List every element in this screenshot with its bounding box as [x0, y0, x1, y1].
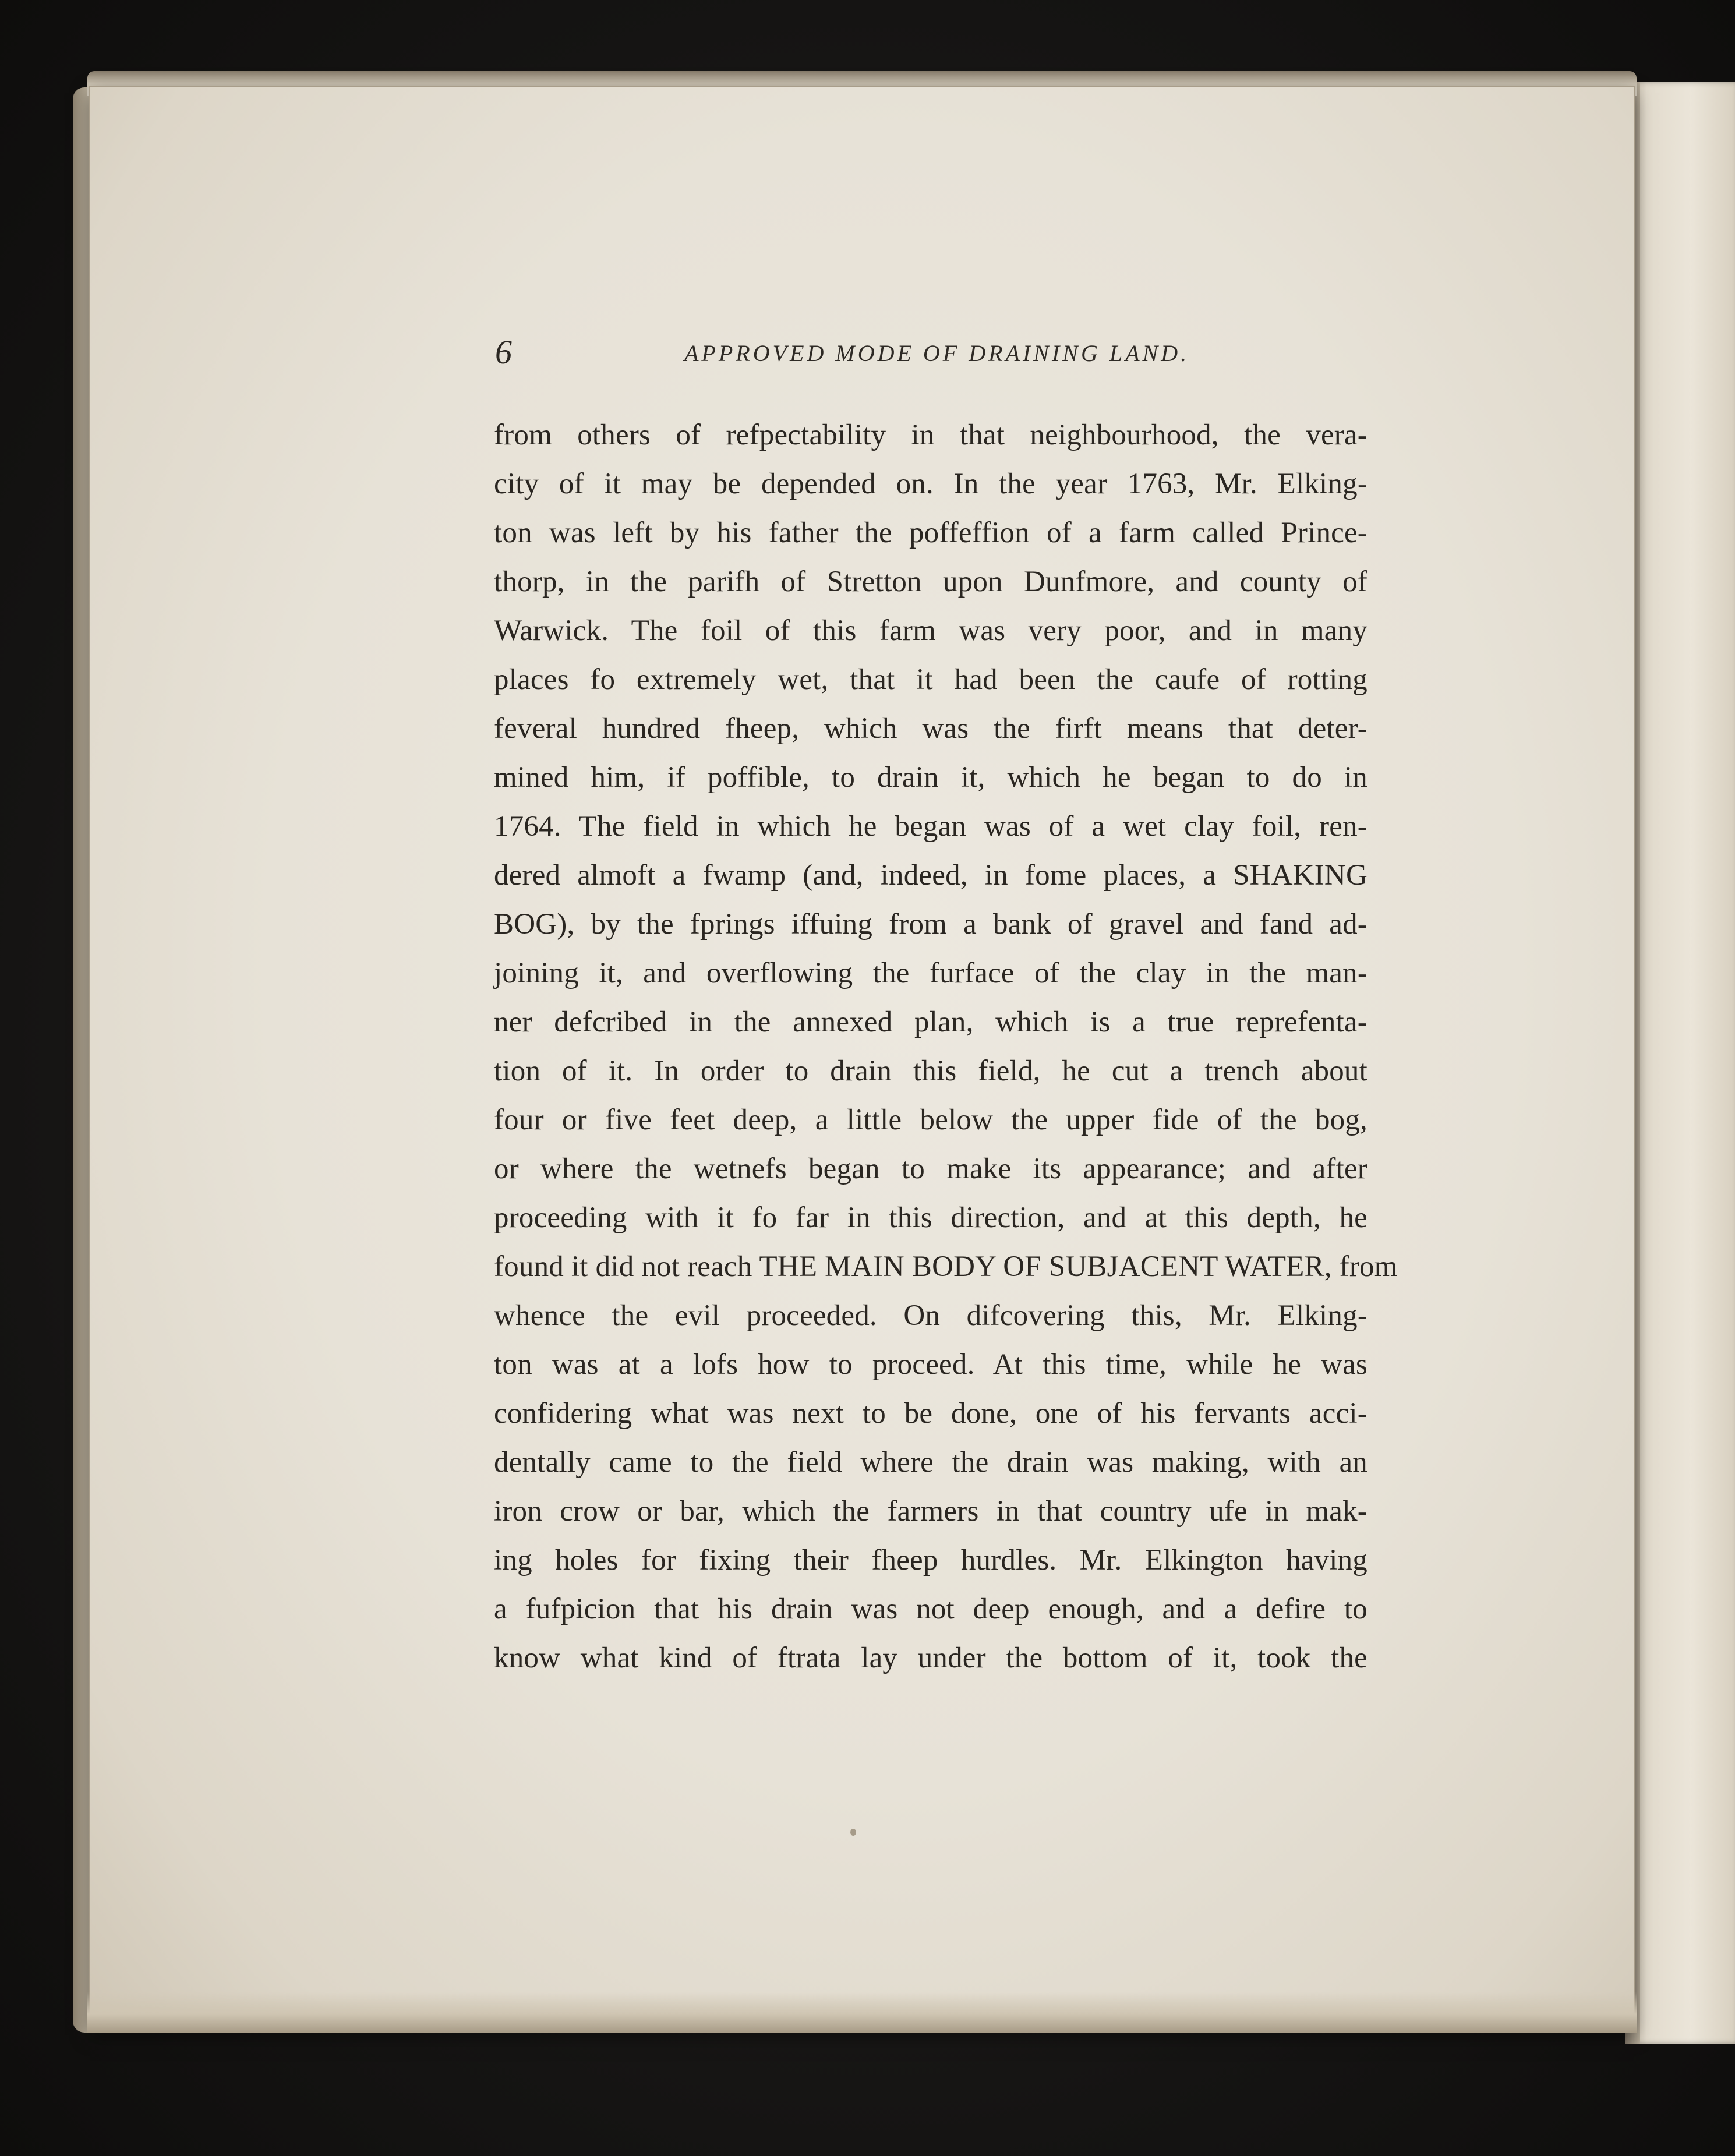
text-line: or where the wetnefs began to make its appearance; and after	[494, 1153, 1367, 1185]
text-line: ton was at a lofs how to proceed. At this time, while he was	[494, 1348, 1367, 1381]
text-line: whence the evil proceeded. On difcovering this, Mr. Elking-	[494, 1299, 1367, 1332]
text-line: feveral hundred fheep, which was the firft means that deter-	[494, 712, 1367, 745]
text-line: ing holes for fixing their fheep hurdles. Mr. Elkington having	[494, 1544, 1367, 1577]
text-line: proceeding with it fo far in this direction, and at this depth, he	[494, 1201, 1367, 1234]
text-line: dered almoft a fwamp (and, indeed, in fome places, a SHAKING	[494, 859, 1367, 892]
text-line: know what kind of ftrata lay under the bottom of it, took the	[494, 1642, 1367, 1674]
text-line: found it did not reach THE MAIN BODY OF SUBJACENT WATER, from	[494, 1250, 1398, 1283]
text-line: iron crow or bar, which the farmers in that country ufe in mak-	[494, 1495, 1367, 1528]
text-line: tion of it. In order to drain this field, he cut a trench about	[494, 1055, 1367, 1087]
running-head	[495, 329, 1357, 376]
text-line: joining it, and overflowing the furface of the clay in the man-	[494, 957, 1367, 989]
facing-page-edge	[1625, 82, 1735, 2044]
text-line: four or five feet deep, a little below the upper fide of the bog,	[494, 1104, 1367, 1136]
page-bottom-edge	[87, 1992, 1637, 2033]
text-line: places fo extremely wet, that it had been the caufe of rotting	[494, 663, 1367, 696]
text-line: city of it may be depended on. In the year 1763, Mr. Elking-	[494, 468, 1367, 500]
text-line: Warwick. The foil of this farm was very poor, and in many	[494, 614, 1367, 647]
text-line: a fufpicion that his drain was not deep enough, and a defire to	[494, 1593, 1367, 1625]
text-line: ner defcribed in the annexed plan, which is a true reprefenta-	[494, 1006, 1367, 1038]
page-number: 6	[495, 333, 512, 371]
running-head-title: APPROVED MODE OF DRAINING LAND.	[684, 340, 1190, 366]
body-text	[494, 411, 1398, 1683]
text-line: ton was left by his father the poffeffion of a farm called Prince-	[494, 517, 1367, 549]
text-line: thorp, in the parifh of Stretton upon Dunfmore, and county of	[494, 565, 1367, 598]
foxing-spot	[850, 1829, 856, 1836]
text-line: dentally came to the field where the drain was making, with an	[494, 1446, 1367, 1479]
text-line: from others of refpectability in that neighbourhood, the vera-	[494, 419, 1367, 451]
text-line: mined him, if poffible, to drain it, which he began to do in	[494, 761, 1367, 794]
text-line: confidering what was next to be done, one of his fervants acci-	[494, 1397, 1367, 1430]
text-line: BOG), by the fprings iffuing from a bank of gravel and fand ad-	[494, 908, 1367, 941]
text-line: 1764. The field in which he began was of a wet clay foil, ren-	[494, 810, 1367, 843]
